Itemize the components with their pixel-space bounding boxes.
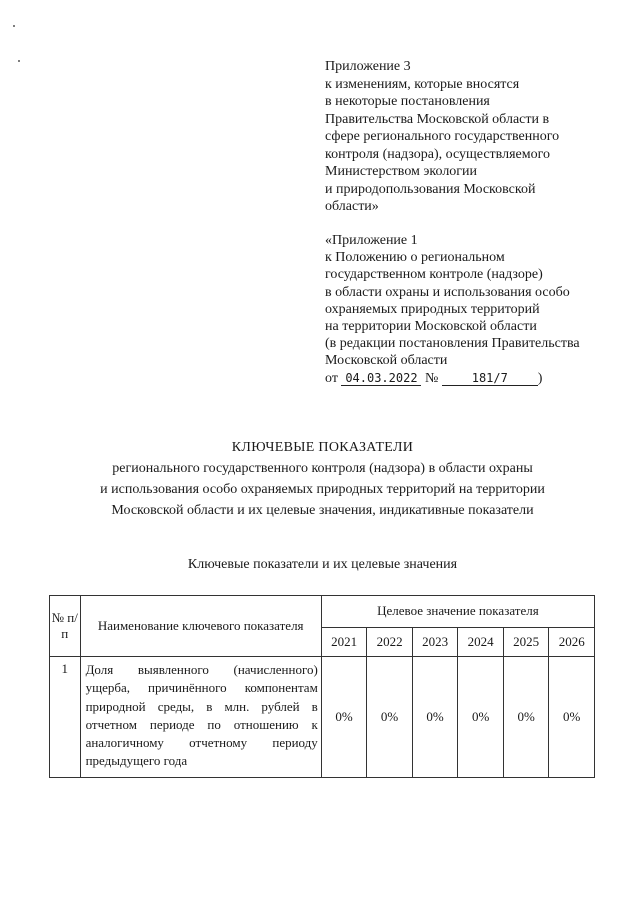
date-prefix: от [325, 370, 338, 386]
title-line: Московской области и их целевые значения, индикативные показатели [111, 503, 534, 518]
row-name: Доля выявленного (начисленного) ущерба, причинённого компонентам природной среды, в млн. рублей в отчетном периоде по отношению к аналогичному отчетному периоду предыдущего года [80, 657, 321, 778]
table-caption: Ключевые показатели и их целевые значения [187, 557, 458, 572]
appendix1-line: «Приложение 1 [325, 233, 418, 248]
table-row [50, 657, 595, 778]
header-target: Целевое значение показателя [321, 596, 594, 628]
appendix3-header [325, 58, 615, 216]
table-header-row [50, 596, 595, 628]
appendix3-line: в некоторые постановления [325, 94, 490, 109]
appendix3-line: сфере регионального государственного [325, 129, 560, 144]
appendix3-line: Правительства Московской области в [325, 111, 550, 127]
year-cell: 2023 [412, 627, 458, 656]
appendix3-line: Приложение 3 [325, 59, 411, 74]
decree-date: 04.03.2022 [341, 371, 421, 386]
year-cell: 2025 [503, 627, 549, 656]
row-num: 1 [50, 657, 81, 778]
title-line: и использования особо охраняемых природных территорий на территории [100, 482, 545, 497]
title-line: регионального государственного контроля (надзора) в области охраны [112, 461, 533, 476]
appendix3-line: Министерством экологии [325, 164, 478, 179]
appendix3-line: к изменениям, которые вносятся [325, 76, 520, 92]
decree-date-line [325, 370, 625, 387]
title-main: КЛЮЧЕВЫЕ ПОКАЗАТЕЛИ [231, 440, 414, 455]
row-value: 0% [458, 657, 504, 778]
header-num: № п/п [50, 596, 81, 657]
year-cell: 2026 [549, 627, 595, 656]
header-name: Наименование ключевого показателя [80, 596, 321, 657]
row-value: 0% [549, 657, 595, 778]
appendix1-line: Московской области [325, 353, 448, 369]
appendix1-line: охраняемых природных территорий [325, 301, 540, 317]
appendix1-line: к Положению о региональном [325, 250, 505, 266]
year-cell: 2022 [367, 627, 413, 656]
kpi-table [49, 595, 595, 778]
appendix1-line: на территории Московской области [325, 319, 537, 335]
document-title [40, 437, 605, 521]
scan-speck [13, 25, 15, 27]
number-sign: № [424, 370, 439, 386]
appendix3-line: контроля (надзора), осуществляемого [325, 146, 550, 162]
row-value: 0% [321, 657, 367, 778]
decree-number: 181/7 [442, 371, 538, 386]
closing-paren: ) [537, 370, 543, 386]
appendix1-line: государственном контроле (надзоре) [325, 267, 543, 283]
row-value: 0% [412, 657, 458, 778]
row-value: 0% [503, 657, 549, 778]
year-cell: 2024 [458, 627, 504, 656]
appendix3-line: и природопользования Московской [325, 181, 536, 197]
year-cell: 2021 [321, 627, 367, 656]
scan-speck [18, 60, 20, 62]
appendix1-line: (в редакции постановления Правительства [325, 336, 580, 352]
appendix1-line: в области охраны и использования особо [325, 284, 570, 300]
row-value: 0% [367, 657, 413, 778]
appendix1-header [325, 232, 625, 387]
appendix3-line: области» [325, 199, 379, 214]
